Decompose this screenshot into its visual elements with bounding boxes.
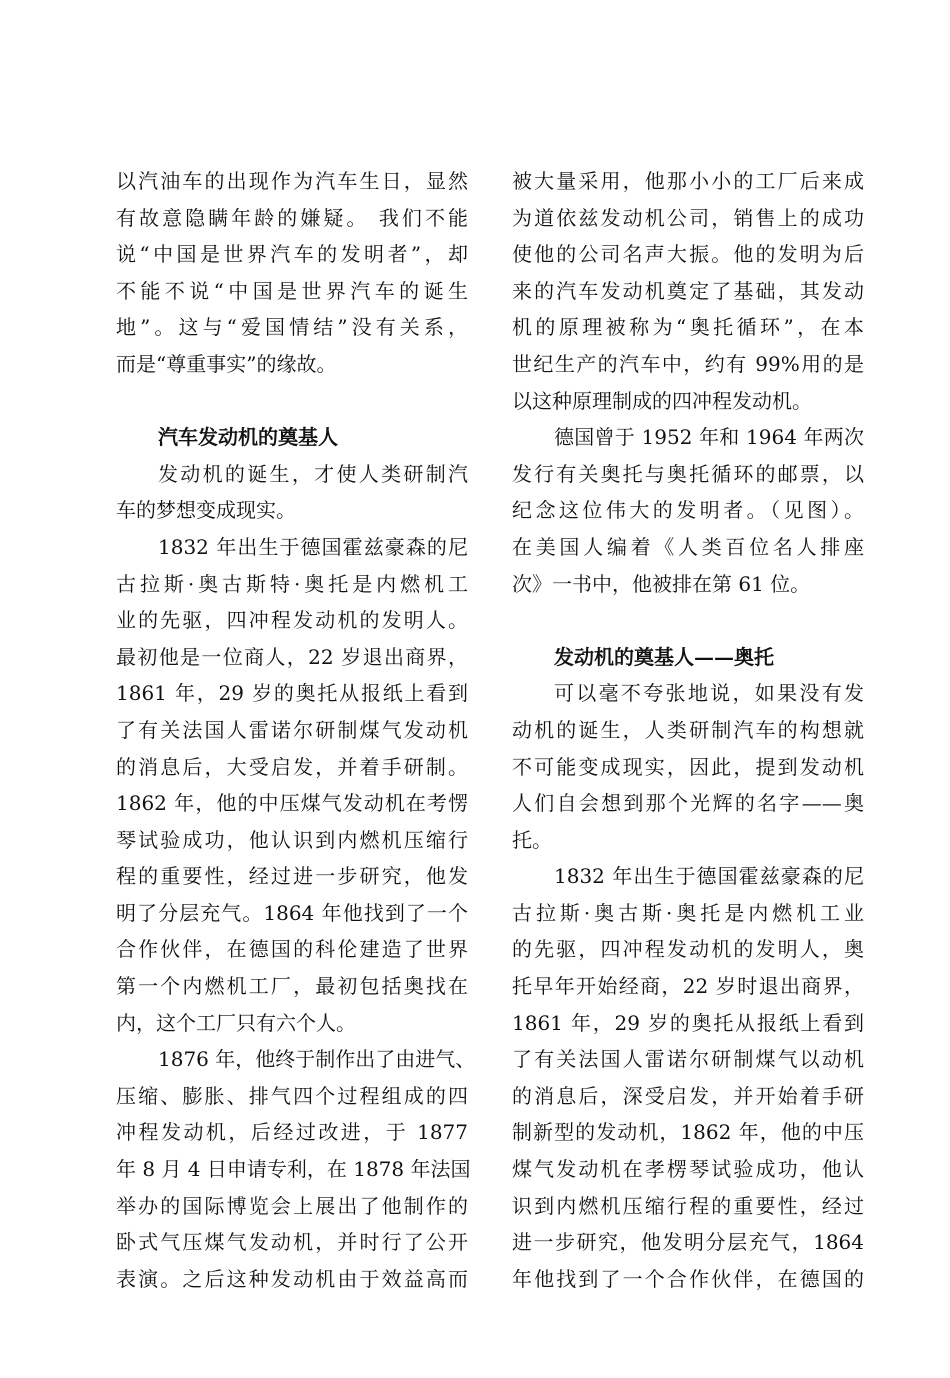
text-line: 表演。之后这种发动机由于效益高而: [116, 1266, 468, 1291]
paragraph-engine-birth: [116, 456, 468, 529]
right-column: [512, 163, 864, 1297]
paragraph-otto-biography: [116, 529, 468, 1041]
text-line: 使他的公司名声大振。他的发明为后: [512, 242, 864, 267]
text-line: 机的原理被称为“奥托循环”，在本: [512, 315, 864, 340]
paragraph-stamps: [512, 419, 864, 602]
text-line: 1832 年出生于德国霍兹豪森的尼: [554, 864, 864, 889]
text-line: 最初他是一位商人，22 岁退出商界，: [116, 644, 468, 669]
text-line: 发行有关奥托与奥托循环的邮票，以: [512, 461, 864, 486]
text-line: 以这种原理制成的四冲程发动机。: [512, 388, 812, 413]
text-line: 不可能变成现实，因此，提到发动机: [512, 754, 864, 779]
text-line: 托早年开始经商，22 岁时退出商界，: [512, 974, 864, 999]
text-line: 1862 年，他的中压煤气发动机在考愣: [116, 791, 468, 816]
paragraph-gap: [512, 602, 864, 639]
text-line: 地”。这与“爱国情结”没有关系，: [116, 315, 468, 340]
text-line: 的消息后，深受启发，并开始着手研: [512, 1083, 864, 1108]
text-line: 可以毫不夸张地说，如果没有发: [554, 681, 864, 706]
text-line: 年他找到了一个合作伙伴，在德国的: [512, 1266, 864, 1291]
text-line: 有故意隐瞒年龄的嫌疑。 我们不能: [116, 205, 468, 230]
text-line: 说“中国是世界汽车的发明者”，却: [116, 242, 468, 267]
text-line: 煤气发动机在孝楞琴试验成功，他认: [512, 1157, 864, 1182]
text-line: 识到内燃机压缩行程的重要性，经过: [512, 1193, 864, 1218]
text-line: 德国曾于 1952 年和 1964 年两次: [554, 425, 864, 450]
text-line: 年 8 月 4 日申请专利，在 1878 年法国: [116, 1157, 471, 1182]
text-line: 被大量采用，他那小小的工厂后来成: [512, 169, 864, 193]
text-line: 来的汽车发动机奠定了基础，其发动: [512, 278, 864, 303]
section-heading-engine-founder: 汽车发动机的奠基人: [158, 425, 338, 450]
text-line: 1861 年，29 岁的奥托从报纸上看到: [116, 681, 468, 706]
text-line: 的先驱，四冲程发动机的发明人，奥: [512, 937, 864, 962]
text-line: 古拉斯·奥古斯·奥托是内燃机工业: [512, 900, 864, 925]
text-line: 合作伙伴，在德国的科伦建造了世界: [116, 937, 468, 962]
text-line: 不能不说“中国是世界汽车的诞生: [116, 278, 468, 303]
text-line: 了有关法国人雷诺尔研制煤气以动机: [512, 1047, 864, 1072]
text-line: 举办的国际博览会上展出了他制作的: [116, 1193, 468, 1218]
text-line: 在美国人编着《人类百位名人排座: [512, 534, 864, 559]
text-line: 业的先驱，四冲程发动机的发明人。: [116, 608, 468, 633]
left-column: [116, 163, 476, 1297]
text-line: 托。: [512, 827, 552, 852]
text-line: 压缩、膨胀、排气四个过程组成的四: [116, 1083, 468, 1108]
text-line: 世纪生产的汽车中，约有 99%用的是: [512, 351, 864, 376]
text-line: 明了分层充气。1864 年他找到了一个: [116, 900, 468, 925]
paragraph-intro-continued: [116, 163, 468, 383]
text-line: 第一个内燃机工厂，最初包括奥找在: [116, 974, 468, 999]
text-line: 古拉斯·奥古斯特·奥托是内燃机工: [116, 571, 468, 596]
text-line: 1832 年出生于德国霍兹豪森的尼: [158, 534, 468, 559]
text-line: 1876 年，他终于制作出了由进气、: [158, 1047, 476, 1072]
paragraph-no-exaggeration: [512, 675, 864, 858]
text-line: 为道依兹发动机公司，销售上的成功: [512, 205, 864, 230]
text-line: 而是“尊重事实”的缘故。: [116, 351, 337, 376]
text-line: 卧式气压煤气发动机，并时行了公开: [116, 1230, 468, 1255]
text-line: 发动机的诞生，才使人类研制汽: [158, 461, 468, 486]
paragraph-1876-engine: [116, 1041, 476, 1297]
text-line: 纪念这位伟大的发明者。（见图）。: [512, 498, 864, 523]
paragraph-gap: [116, 383, 468, 420]
text-line: 以汽油车的出现作为汽车生日，显然: [116, 169, 468, 193]
text-line: 动机的诞生，人类研制汽车的构想就: [512, 717, 864, 742]
paragraph-factory-continued: [512, 163, 864, 419]
text-line: 的消息后，大受启发，并着手研制。: [116, 754, 468, 779]
paragraph-otto-biography-2: [512, 858, 864, 1297]
text-line: 冲程发动机，后经过改进，于 1877: [116, 1120, 468, 1145]
text-line: 程的重要性，经过进一步研究，他发: [116, 864, 468, 889]
text-line: 琴试验成功，他认识到内燃机压缩行: [116, 827, 468, 852]
text-line: 了有关法国人雷诺尔研制煤气发动机: [116, 717, 468, 742]
text-line: 内，这个工厂只有六个人。: [116, 1010, 356, 1035]
text-line: 次》一书中，他被排在第 61 位。: [512, 571, 811, 596]
text-line: 1861 年，29 岁的奥托从报纸上看到: [512, 1010, 864, 1035]
text-line: 车的梦想变成现实。: [116, 498, 296, 523]
text-line: 制新型的发动机，1862 年，他的中压: [512, 1120, 864, 1145]
text-line: 进一步研究，他发明分层充气，1864: [512, 1230, 864, 1255]
section-heading-otto: 发动机的奠基人——奥托: [554, 644, 774, 669]
text-line: 人们自会想到那个光辉的名字——奥: [512, 791, 864, 816]
